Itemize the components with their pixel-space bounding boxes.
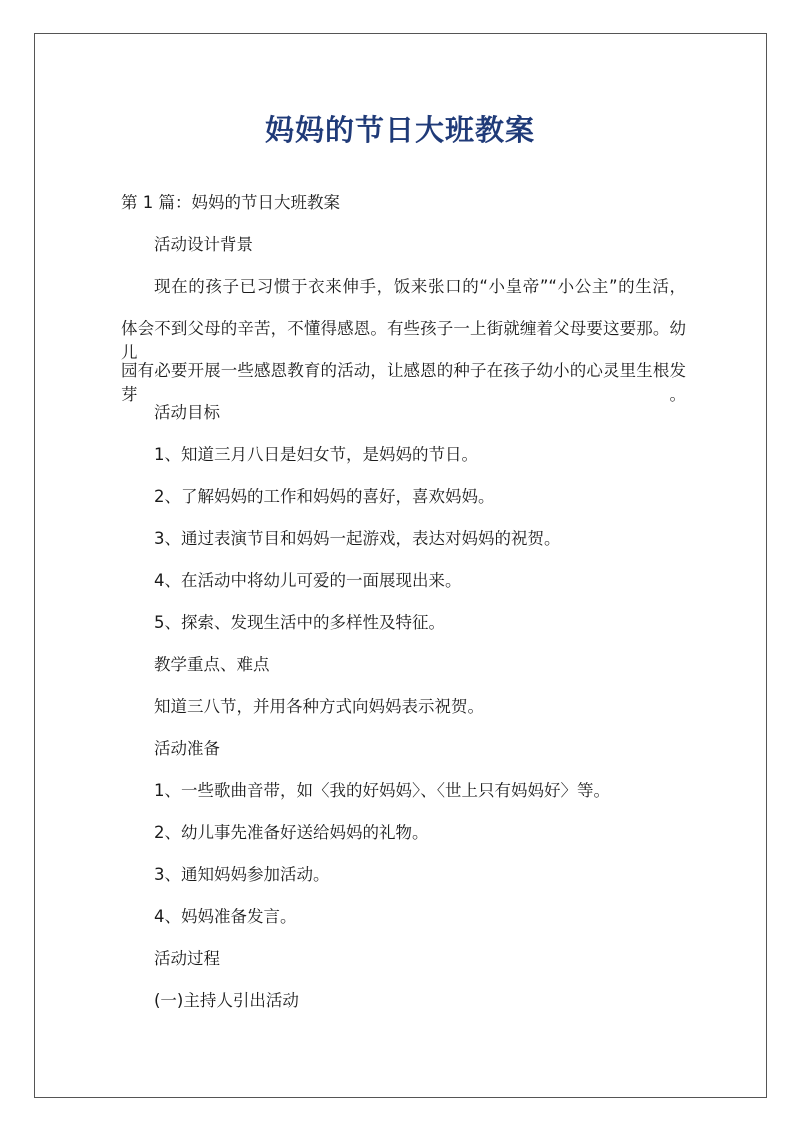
background-paragraph-line-2: 体会不到父母的辛苦，不懂得感恩。有些孩子一上街就缠着父母要这要那。幼儿 (121, 319, 686, 362)
prep-item-1: 1、一些歌曲音带，如〈我的好妈妈〉、〈世上只有妈妈好〉等。 (154, 781, 610, 800)
goal-item-2: 2、了解妈妈的工作和妈妈的喜好，喜欢妈妈。 (154, 487, 495, 506)
key-points-text: 知道三八节，并用各种方式向妈妈表示祝贺。 (154, 697, 484, 716)
background-heading: 活动设计背景 (154, 235, 253, 254)
prep-item-4: 4、妈妈准备发言。 (154, 907, 297, 926)
goal-item-1: 1、知道三月八日是妇女节，是妈妈的节日。 (154, 445, 478, 464)
background-paragraph-line-3: 园有必要开展一些感恩教育的活动，让感恩的种子在孩子幼小的心灵里生根发芽。 (121, 361, 686, 404)
background-paragraph-line-1: 现在的孩子已习惯于衣来伸手，饭来张口的“小皇帝”“小公主”的生活， (154, 277, 686, 296)
prep-item-2: 2、幼儿事先准备好送给妈妈的礼物。 (154, 823, 429, 842)
goal-item-3: 3、通过表演节目和妈妈一起游戏，表达对妈妈的祝贺。 (154, 529, 561, 548)
prep-heading: 活动准备 (154, 739, 220, 758)
process-heading: 活动过程 (154, 949, 220, 968)
key-points-heading: 教学重点、难点 (154, 655, 270, 674)
chapter-heading: 第 1 篇：妈妈的节日大班教案 (121, 193, 340, 212)
prep-item-3: 3、通知妈妈参加活动。 (154, 865, 330, 884)
goal-item-4: 4、在活动中将幼儿可爱的一面展现出来。 (154, 571, 462, 590)
document-title: 妈妈的节日大班教案 (264, 113, 535, 147)
goal-item-5: 5、探索、发现生活中的多样性及特征。 (154, 613, 445, 632)
goals-heading: 活动目标 (154, 403, 220, 422)
process-step-1: (一)主持人引出活动 (154, 991, 299, 1010)
